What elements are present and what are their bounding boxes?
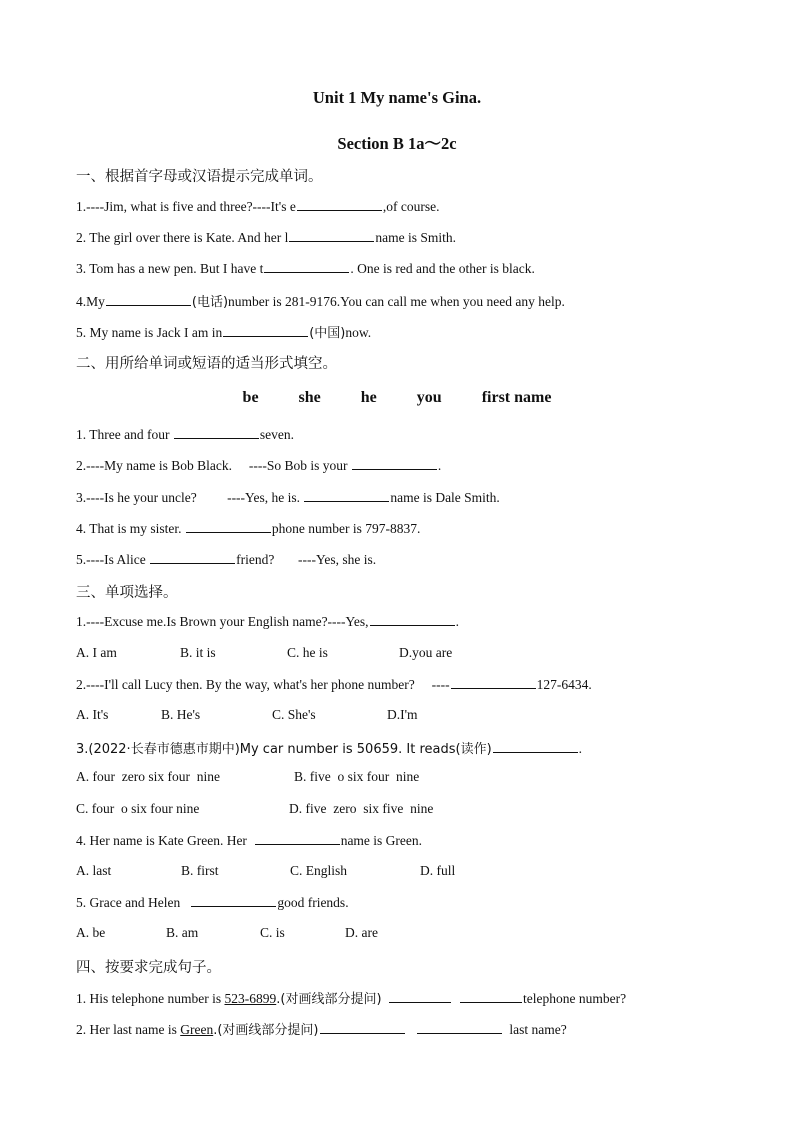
answer-blank[interactable]	[264, 260, 349, 273]
s4-question-1: 1. His telephone number is 523-6899.(对画线部分提问) telephone number?	[76, 991, 627, 1007]
s3-options-3b	[76, 801, 433, 817]
answer-blank[interactable]	[370, 613, 455, 626]
word-bank-item: she	[298, 389, 321, 406]
option-d[interactable]: D. five zero six five nine	[289, 801, 434, 816]
option-b[interactable]: B. first	[181, 863, 219, 878]
s2-question-5: 5.----Is Alice friend? ----Yes, she is.	[76, 552, 377, 567]
s3-question-1: 1.----Excuse me.Is Brown your English name?----Yes, .	[76, 614, 459, 629]
option-b[interactable]: B. am	[166, 925, 199, 940]
answer-blank[interactable]	[186, 520, 271, 533]
s3-question-5: 5. Grace and Helen good friends.	[76, 895, 349, 910]
section-4-heading: 四、按要求完成句子。	[76, 960, 221, 976]
s3-question-3: 3.(2022·长春市德惠市期中)My car number is 50659. It reads(读作) .	[76, 741, 583, 757]
word-bank-item: you	[416, 389, 442, 406]
word-bank-item: he	[360, 389, 377, 406]
option-b[interactable]: B. He's	[161, 707, 201, 722]
answer-blank[interactable]	[389, 990, 451, 1003]
answer-blank[interactable]	[493, 740, 578, 753]
answer-blank[interactable]	[150, 551, 235, 564]
page-title: Unit 1 My name's Gina.	[312, 88, 482, 107]
option-a[interactable]: A. I am	[76, 645, 117, 660]
option-a[interactable]: A. be	[76, 925, 106, 940]
option-a[interactable]: A. It's	[76, 707, 109, 722]
option-c[interactable]: C. four o six four nine	[76, 801, 200, 816]
option-c[interactable]: C. is	[260, 925, 285, 940]
s3-options-1	[76, 645, 452, 661]
s3-options-2	[76, 707, 418, 723]
answer-blank[interactable]	[106, 293, 191, 306]
underlined-part: 523-6899	[224, 991, 277, 1006]
underlined-part: Green	[180, 1022, 214, 1037]
s3-options-5	[76, 925, 378, 941]
answer-blank[interactable]	[191, 894, 276, 907]
answer-blank[interactable]	[304, 489, 389, 502]
answer-blank[interactable]	[223, 324, 308, 337]
option-c[interactable]: C. he is	[287, 645, 328, 660]
answer-blank[interactable]	[255, 832, 340, 845]
option-b[interactable]: B. five o six four nine	[294, 769, 420, 784]
s4-question-2: 2. Her last name is Green.(对画线部分提问) last name?	[76, 1022, 567, 1038]
answer-blank[interactable]	[352, 457, 437, 470]
option-b[interactable]: B. it is	[180, 645, 216, 660]
s1-question-1: 1.----Jim, what is five and three?----It's e ,of course.	[76, 199, 440, 214]
option-d[interactable]: D.you are	[399, 645, 453, 660]
page-subtitle: Section B 1a～2c	[337, 134, 457, 153]
option-a[interactable]: A. last	[76, 863, 112, 878]
s1-question-2: 2. The girl over there is Kate. And her l name is Smith.	[76, 230, 456, 245]
s2-question-1: 1. Three and four seven.	[76, 427, 294, 442]
answer-blank[interactable]	[460, 990, 522, 1003]
option-c[interactable]: C. English	[290, 863, 348, 878]
option-d[interactable]: D. full	[420, 863, 456, 878]
answer-blank[interactable]	[174, 426, 259, 439]
answer-blank[interactable]	[289, 229, 374, 242]
s3-options-3a	[76, 769, 419, 785]
answer-blank[interactable]	[417, 1021, 502, 1034]
word-bank-item: first name	[481, 389, 552, 406]
answer-blank[interactable]	[320, 1021, 405, 1034]
word-bank-item: be	[242, 389, 259, 406]
s1-question-3: 3. Tom has a new pen. But I have t . One is red and the other is black.	[76, 261, 535, 276]
option-c[interactable]: C. She's	[272, 707, 316, 722]
section-2-heading: 二、用所给单词或短语的适当形式填空。	[76, 356, 337, 372]
s2-question-4: 4. That is my sister. phone number is 797-8837.	[76, 521, 421, 536]
s2-question-2: 2.----My name is Bob Black. ----So Bob is your .	[76, 458, 442, 473]
s1-question-5: 5. My name is Jack I am in (中国)now.	[76, 325, 372, 341]
s3-question-4: 4. Her name is Kate Green. Her name is Green.	[76, 833, 423, 848]
answer-blank[interactable]	[451, 676, 536, 689]
s3-options-4	[76, 863, 455, 879]
option-a[interactable]: A. four zero six four nine	[76, 769, 220, 784]
s2-question-3: 3.----Is he your uncle? ----Yes, he is. name is Dale Smith.	[76, 490, 500, 505]
word-bank	[0, 389, 794, 407]
option-d[interactable]: D. are	[345, 925, 378, 940]
s1-question-4: 4.My (电话)number is 281-9176.You can call me when you need any help.	[76, 294, 565, 310]
option-d[interactable]: D.I'm	[387, 707, 418, 722]
section-1-heading: 一、根据首字母或汉语提示完成单词。	[76, 169, 323, 185]
s3-question-2: 2.----I'll call Lucy then. By the way, what's her phone number? ---- 127-6434.	[76, 677, 592, 692]
section-3-heading: 三、单项选择。	[76, 585, 178, 601]
answer-blank[interactable]	[297, 198, 382, 211]
